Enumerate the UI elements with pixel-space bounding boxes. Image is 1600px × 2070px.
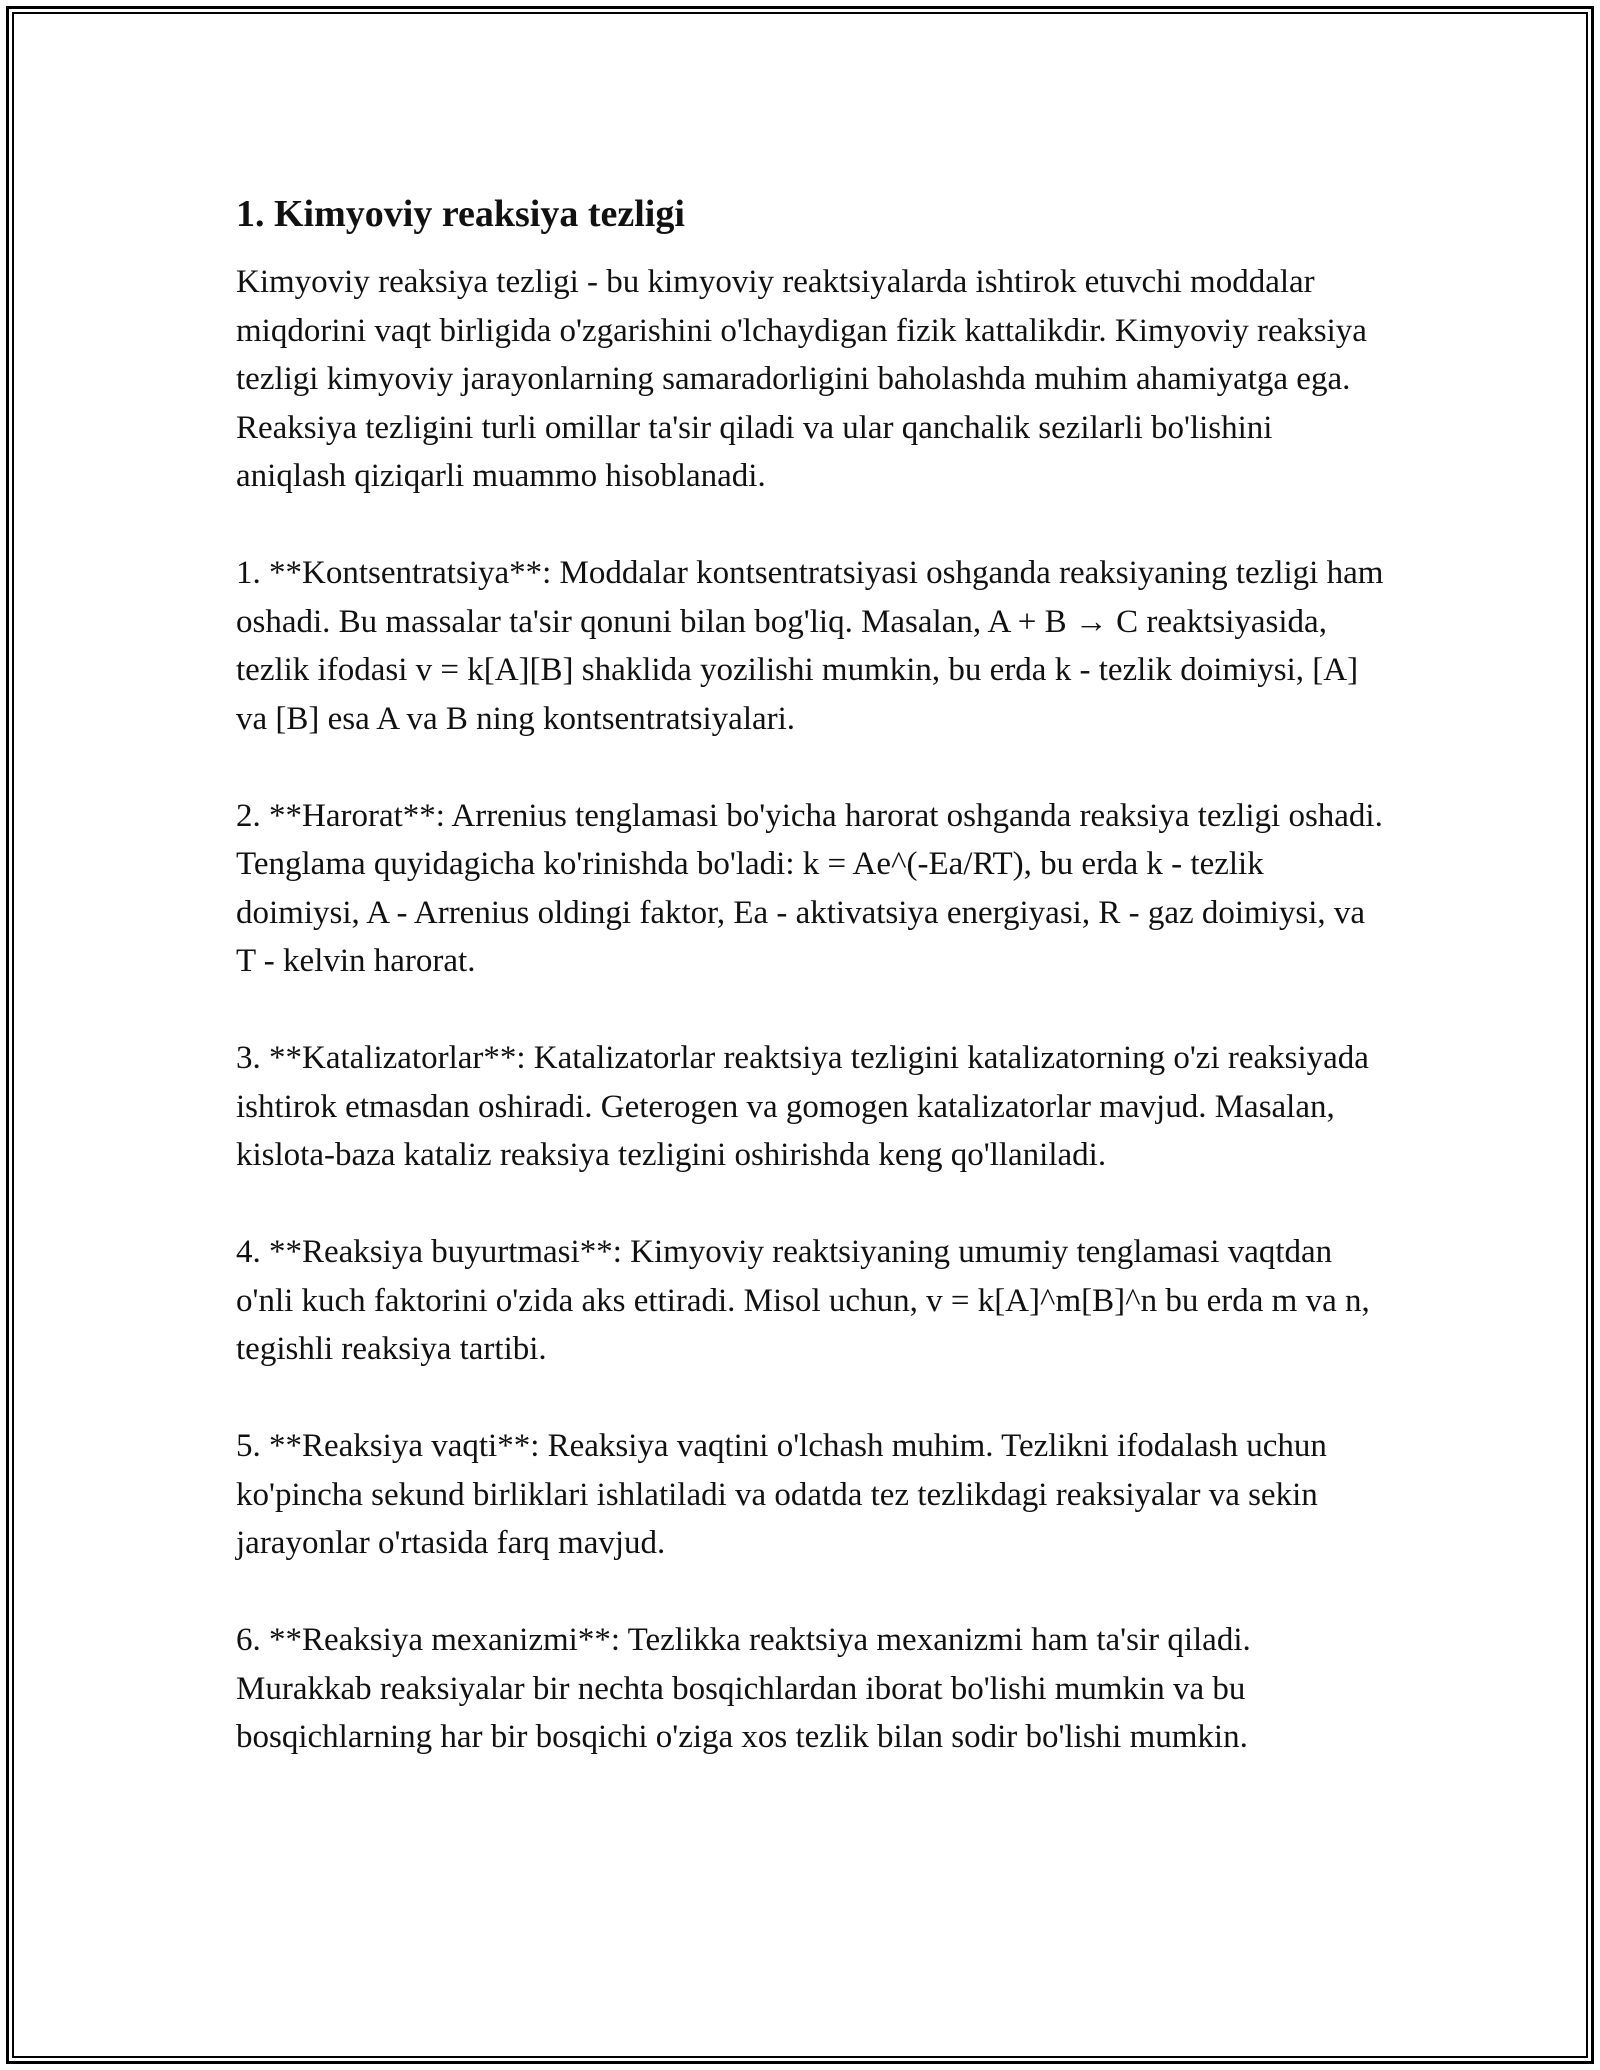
intro-paragraph: Kimyoviy reaksiya tezligi - bu kimyoviy reaktsiyalarda ishtirok etuvchi moddalar miqdorini vaqt birligida o'zgarishini o'lchaydigan fizik kattalikdir. Kimyoviy reaksiya tezligi kimyoviy jarayonlarning samaradorligini baholashda muhim ahamiyatga ega. Reaksiya tezligini turli omillar ta'sir qiladi va ular qanchalik sezilarli bo'lishini aniqlash qiziqarli muammo hisoblanadi. [236, 264, 1367, 494]
paragraph-katalizatorlar: 3. **Katalizatorlar**: Katalizatorlar reaktsiya tezligini katalizatorning o'zi reaksiyada ishtirok etmasdan oshiradi. Geterogen va gomogen katalizatorlar mavjud. Masalan, kislota-baza kataliz reaksiya tezligini oshirishda keng qo'llaniladi. [236, 1040, 1369, 1173]
paragraph-reaksiya-buyurtmasi: 4. **Reaksiya buyurtmasi**: Kimyoviy reaktsiyaning umumiy tenglamasi vaqtdan o'nli kuch faktorini o'zida aks ettiradi. Misol uchun, v = k[A]^m[B]^n bu erda m va n, tegishli reaksiya tartibi. [236, 1234, 1370, 1367]
document-body [236, 186, 1386, 1762]
paragraph-harorat: 2. **Harorat**: Arrenius tenglamasi bo'yicha harorat oshganda reaksiya tezligi oshadi. Tenglama quyidagicha ko'rinishda bo'ladi: k = Ae^(-Ea/RT), bu erda k - tezlik doimiysi, A - Arrenius oldingi faktor, Ea - aktivatsiya energiyasi, R - gaz doimiysi, va T - kelvin harorat. [236, 797, 1383, 979]
paragraph-reaksiya-mexanizmi: 6. **Reaksiya mexanizmi**: Tezlikka reaktsiya mexanizmi ham ta'sir qiladi. Murakkab reaksiyalar bir nechta bosqichlardan iborat bo'lishi mumkin va bu bosqichlarning har bir bosqichi o'ziga xos tezlik bilan sodir bo'lishi mumkin. [236, 1622, 1251, 1755]
paragraph-reaksiya-vaqti: 5. **Reaksiya vaqti**: Reaksiya vaqtini o'lchash muhim. Tezlikni ifodalash uchun ko'pincha sekund birliklari ishlatiladi va odatda tez tezlikdagi reaksiyalar va sekin jarayonlar o'rtasida farq mavjud. [236, 1428, 1327, 1561]
document-title: 1. Kimyoviy reaksiya tezligi [236, 193, 685, 235]
paragraph-kontsentratsiya: 1. **Kontsentratsiya**: Moddalar kontsentratsiyasi oshganda reaksiyaning tezligi ham oshadi. Bu massalar ta'sir qonuni bilan bog'liq. Masalan, A + B → C reaktsiyasida, tezlik ifodasi v = k[A][B] shaklida yozilishi mumkin, bu erda k - tezlik doimiysi, [A] va [B] esa A va B ning kontsentratsiyalari. [236, 555, 1384, 737]
